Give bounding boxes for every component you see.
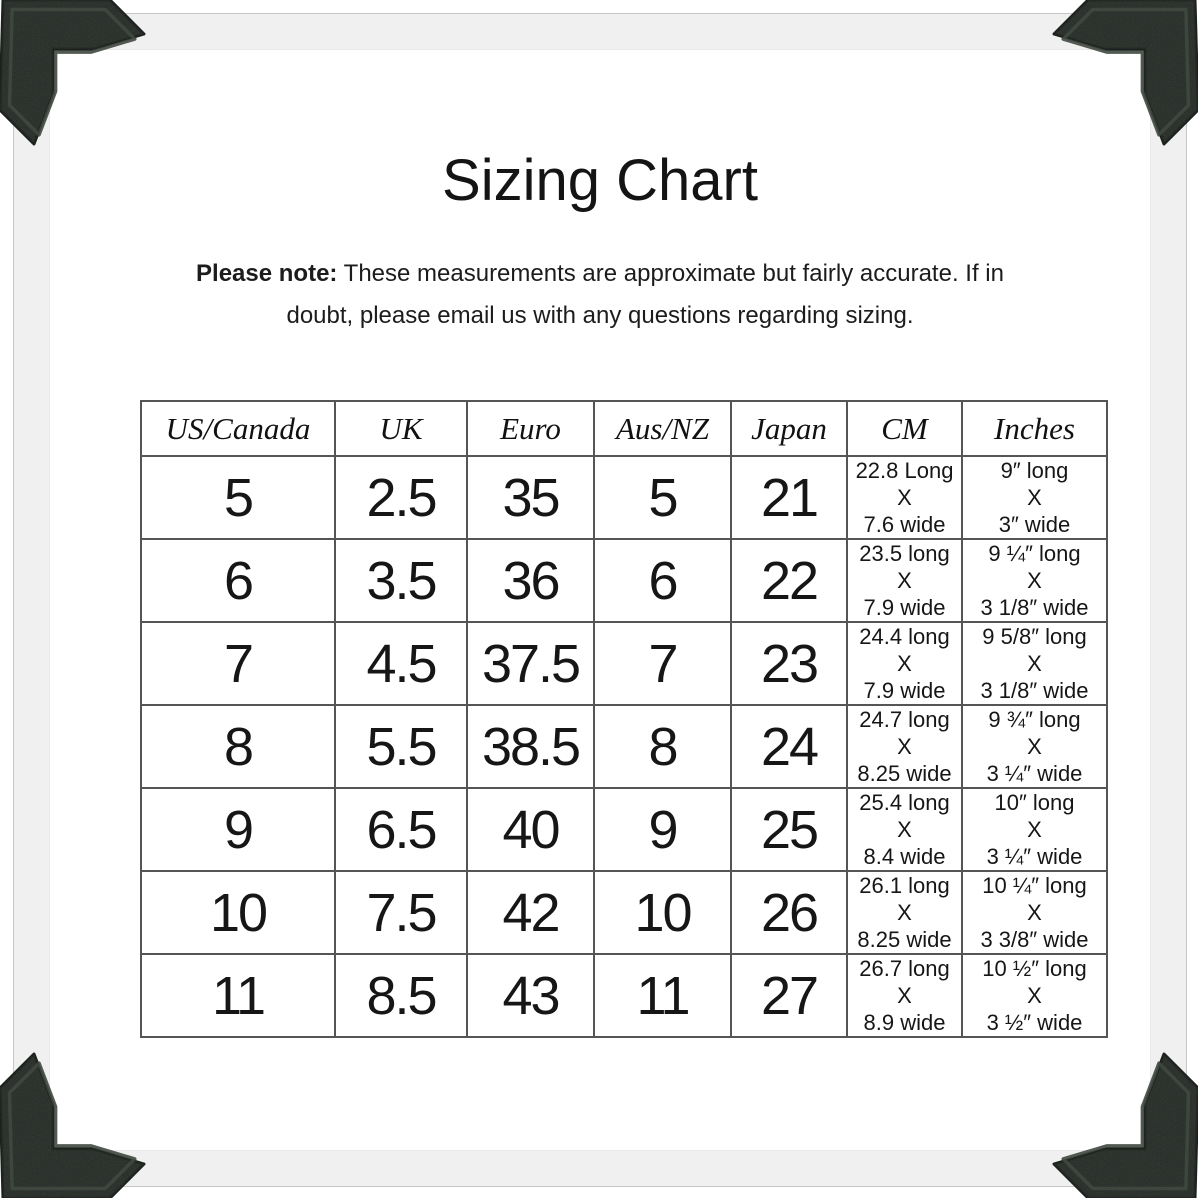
measurement-line: 10″ long (994, 790, 1075, 815)
measurement-line: 9 5/8″ long (982, 624, 1087, 649)
column-header-us-canada: US/Canada (141, 401, 335, 456)
cell-inches (962, 622, 1107, 705)
column-header-cm: CM (847, 401, 962, 456)
measurement-line: 24.7 long (859, 707, 950, 732)
measurement-line: X (897, 568, 912, 593)
measurement-line: X (897, 734, 912, 759)
cell-uk: 6.5 (335, 788, 467, 871)
table-row (141, 456, 1107, 539)
measurement-line: 3 ¼″ wide (986, 844, 1083, 869)
measurement-line: 26.1 long (859, 873, 950, 898)
cell-uk: 3.5 (335, 539, 467, 622)
note-label: Please note: (196, 260, 338, 287)
cell-japan: 25 (731, 788, 847, 871)
cell-us-canada: 9 (141, 788, 335, 871)
measurement-line: 8.25 wide (857, 761, 952, 786)
measurement-line: X (1027, 651, 1042, 676)
measurement-line: 9″ long (1000, 458, 1069, 483)
photo-corner-top-right-icon (1052, 0, 1198, 146)
cell-aus-nz: 10 (594, 871, 731, 954)
note-text-2: doubt, please email us with any questions regarding sizing. (286, 302, 914, 329)
note-text-1: These measurements are approximate but fairly accurate. If in (343, 260, 1004, 287)
cell-euro: 36 (467, 539, 594, 622)
cell-aus-nz: 7 (594, 622, 731, 705)
measurement-line: 23.5 long (859, 541, 950, 566)
table-row (141, 954, 1107, 1037)
measurement-line: 3 ½″ wide (986, 1010, 1083, 1035)
measurement-line: 3 3/8″ wide (980, 927, 1089, 952)
table-row (141, 788, 1107, 871)
cell-aus-nz: 6 (594, 539, 731, 622)
column-header-inches: Inches (962, 401, 1107, 456)
measurement-line: X (1027, 568, 1042, 593)
cell-japan: 27 (731, 954, 847, 1037)
note-line-1 (150, 253, 1050, 295)
page-title: Sizing Chart (442, 148, 758, 213)
measurement-line: 8.9 wide (863, 1010, 946, 1035)
cell-euro: 40 (467, 788, 594, 871)
measurement-line: X (1027, 734, 1042, 759)
cell-euro: 35 (467, 456, 594, 539)
measurement-line: X (897, 900, 912, 925)
table-row (141, 705, 1107, 788)
measurement-line: 3″ wide (998, 512, 1071, 537)
cell-aus-nz: 9 (594, 788, 731, 871)
cell-us-canada: 7 (141, 622, 335, 705)
cell-uk: 4.5 (335, 622, 467, 705)
cell-euro: 37.5 (467, 622, 594, 705)
cell-aus-nz: 5 (594, 456, 731, 539)
measurement-line: 25.4 long (859, 790, 950, 815)
cell-japan: 26 (731, 871, 847, 954)
measurement-line: 7.9 wide (863, 595, 946, 620)
measurement-line: X (1027, 983, 1042, 1008)
table-row (141, 622, 1107, 705)
cell-aus-nz: 8 (594, 705, 731, 788)
cell-us-canada: 5 (141, 456, 335, 539)
cell-japan: 24 (731, 705, 847, 788)
column-header-aus-nz: Aus/NZ (594, 401, 731, 456)
measurement-line: X (1027, 485, 1042, 510)
cell-uk: 8.5 (335, 954, 467, 1037)
cell-inches (962, 788, 1107, 871)
cell-us-canada: 6 (141, 539, 335, 622)
cell-euro: 43 (467, 954, 594, 1037)
measurement-line: X (897, 817, 912, 842)
measurement-line: 26.7 long (859, 956, 950, 981)
column-header-euro: Euro (467, 401, 594, 456)
photo-corner-bottom-left-icon (0, 1052, 146, 1198)
measurement-line: 9 ¼″ long (988, 541, 1081, 566)
cell-inches (962, 954, 1107, 1037)
cell-us-canada: 11 (141, 954, 335, 1037)
measurement-line: 10 ½″ long (982, 956, 1087, 981)
measurement-line: X (897, 485, 912, 510)
cell-uk: 5.5 (335, 705, 467, 788)
measurement-line: 3 ¼″ wide (986, 761, 1083, 786)
cell-inches (962, 705, 1107, 788)
cell-cm (847, 456, 962, 539)
column-header-uk: UK (335, 401, 467, 456)
photo-corner-bottom-right-icon (1052, 1052, 1198, 1198)
sizing-table (140, 400, 1108, 1038)
measurement-line: 3 1/8″ wide (980, 678, 1089, 703)
measurement-line: 8.4 wide (863, 844, 946, 869)
cell-inches (962, 871, 1107, 954)
measurement-line: 7.9 wide (863, 678, 946, 703)
note (150, 253, 1050, 337)
header-row (141, 401, 1107, 456)
measurement-line: X (897, 983, 912, 1008)
measurement-line: 3 1/8″ wide (980, 595, 1089, 620)
cell-euro: 42 (467, 871, 594, 954)
cell-cm (847, 788, 962, 871)
cell-cm (847, 622, 962, 705)
measurement-line: 9 ¾″ long (988, 707, 1081, 732)
cell-cm (847, 871, 962, 954)
measurement-line: X (1027, 817, 1042, 842)
cell-cm (847, 705, 962, 788)
photo-corner-top-left-icon (0, 0, 146, 146)
measurement-line: 7.6 wide (863, 512, 946, 537)
cell-inches (962, 539, 1107, 622)
cell-uk: 7.5 (335, 871, 467, 954)
cell-us-canada: 10 (141, 871, 335, 954)
cell-japan: 21 (731, 456, 847, 539)
cell-uk: 2.5 (335, 456, 467, 539)
cell-inches (962, 456, 1107, 539)
measurement-line: 24.4 long (859, 624, 950, 649)
cell-aus-nz: 11 (594, 954, 731, 1037)
measurement-line: X (897, 651, 912, 676)
measurement-line: 22.8 Long (855, 458, 954, 483)
measurement-line: X (1027, 900, 1042, 925)
cell-japan: 22 (731, 539, 847, 622)
note-line-2 (150, 295, 1050, 337)
table-row (141, 871, 1107, 954)
measurement-line: 8.25 wide (857, 927, 952, 952)
cell-us-canada: 8 (141, 705, 335, 788)
cell-cm (847, 954, 962, 1037)
cell-japan: 23 (731, 622, 847, 705)
measurement-line: 10 ¼″ long (982, 873, 1087, 898)
column-header-japan: Japan (731, 401, 847, 456)
table-row (141, 539, 1107, 622)
cell-cm (847, 539, 962, 622)
cell-euro: 38.5 (467, 705, 594, 788)
